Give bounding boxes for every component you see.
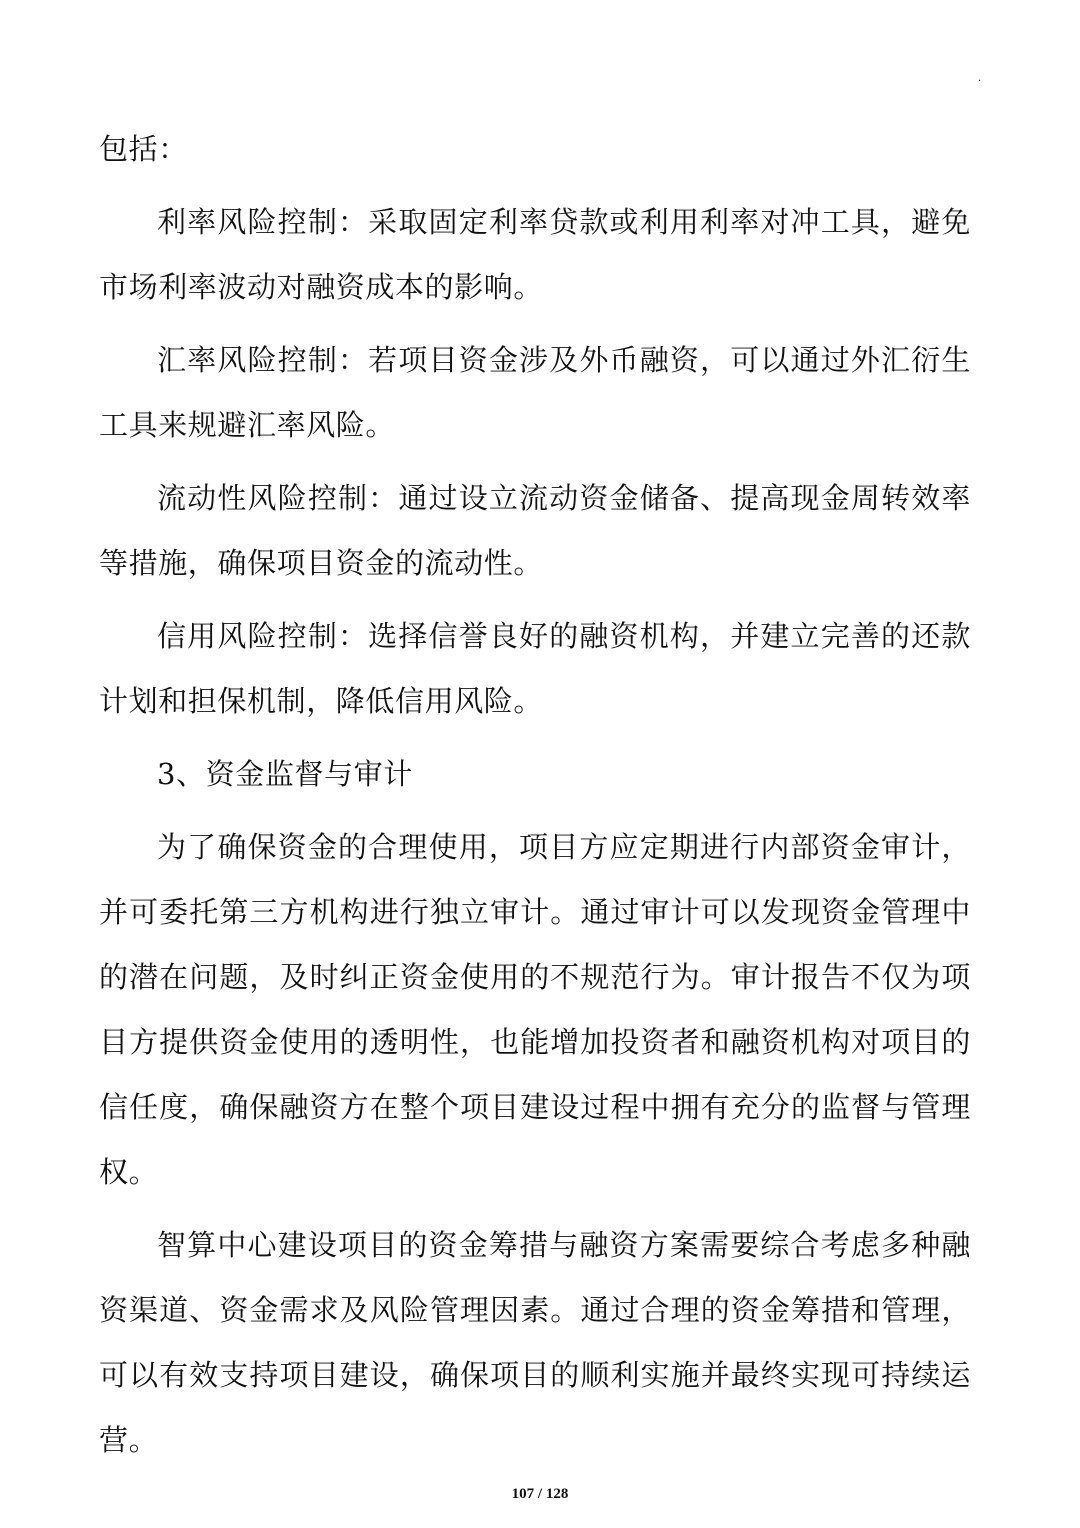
section-heading: 3、资金监督与审计: [157, 757, 413, 791]
paragraph-liquidity-risk: 流动性风险控制：通过设立流动资金储备、提高现金周转效率等措施，确保项目资金的流动性。: [99, 481, 971, 580]
paragraph-interest-rate-risk: 利率风险控制：采取固定利率贷款或利用利率对冲工具，避免市场利率波动对融资成本的影响。: [99, 205, 971, 304]
paragraph-conclusion: 智算中心建设项目的资金筹措与融资方案需要综合考虑多种融资渠道、资金需求及风险管理因素。通过合理的资金筹措和管理，可以有效支持项目建设，确保项目的顺利实施并最终实现可持续运营。: [99, 1228, 971, 1457]
paragraph-credit-risk: 信用风险控制：选择信誉良好的融资机构，并建立完善的还款计划和担保机制，降低信用风险。: [99, 619, 971, 718]
page-number: 107 / 128: [511, 1486, 569, 1502]
corner-mark: .: [978, 73, 982, 84]
paragraph-exchange-rate-risk: 汇率风险控制：若项目资金涉及外币融资，可以通过外汇衍生工具来规避汇率风险。: [99, 343, 971, 442]
paragraph-audit: 为了确保资金的合理使用，项目方应定期进行内部资金审计，并可委托第三方机构进行独立审计。通过审计可以发现资金管理中的潜在问题，及时纠正资金使用的不规范行为。审计报告不仅为项目方提供资金使用的透明性，也能增加投资者和融资机构对项目的信任度，确保融资方在整个项目建设过程中拥有充分的监督与管理权。: [99, 830, 971, 1189]
document-body: [99, 117, 971, 1473]
paragraph-intro: 包括：: [99, 132, 188, 166]
